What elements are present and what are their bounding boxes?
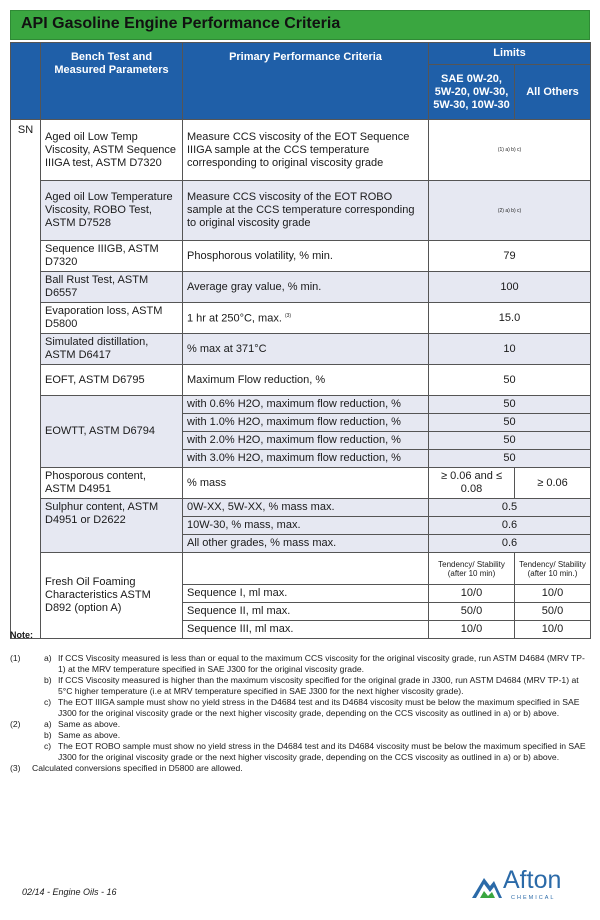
- table-row-criteria: 1 hr at 250°C, max. $^{(3)}$: [183, 303, 429, 334]
- foam-limit-a: 50/0: [429, 603, 515, 621]
- header-limits: Limits: [429, 43, 591, 65]
- sulphur-test: Sulphur content, ASTM D4951 or D2622: [41, 499, 183, 553]
- phos-limit-b: ≥ 0.06: [515, 468, 591, 499]
- table-row-test: Aged oil Low Temperature Viscosity, ROBO Test, ASTM D7528: [41, 181, 183, 241]
- foam-limit-a: 10/0: [429, 585, 515, 603]
- table-row-criteria: % max at 371°C: [183, 334, 429, 365]
- table-row-limit: 10: [429, 334, 591, 365]
- sulphur-criteria: 10W-30, % mass, max.: [183, 517, 429, 535]
- note-number: (3): [10, 763, 21, 773]
- category-sn: SN: [11, 120, 41, 639]
- sulphur-limit: 0.6: [429, 535, 591, 553]
- foam-criteria: Sequence II, ml max.: [183, 603, 429, 621]
- notes: [10, 630, 590, 774]
- note-text: Same as above.: [58, 730, 121, 740]
- table-row-limit: (2) a) b) c): [429, 181, 591, 241]
- table-row-test: EOFT, ASTM D6795: [41, 365, 183, 396]
- page-title: API Gasoline Engine Performance Criteria: [21, 15, 341, 32]
- eowtt-limit: 50: [429, 414, 591, 432]
- sulphur-limit: 0.6: [429, 517, 591, 535]
- note-1: (1) a) If CCS Viscosity measured is less than or equal to the maximum CCS viscosity for the original viscosity grade, run ASTM D4684 (MRV TP-1) at the MRV temperature specified in SAE J300 for the original viscosity grade. b) If CCS Viscosity measured is higher than the maximum viscosity specified for the original grade in J300, run ASTM D4684 (MRV TP-1) at 5°C higher temperature (i.e at MRV temperature specified in SAE J300 for the next higher viscosity grade). c) The EOT IIIGA sample must show no yield stress in the D4684 test and its D4684 viscosity must be below the maximum specified in SAE J300 for the original viscosity grade or the next higher viscosity grade, depending on the CCS viscosity as outlined in a) or b) above.: [10, 653, 585, 718]
- note-3: [10, 763, 590, 774]
- logo-subtitle: CHEMICAL: [511, 895, 556, 901]
- logo-wordmark: Afton: [503, 866, 562, 894]
- table-row-limit: 79: [429, 241, 591, 272]
- foam-header-a: Tendency/ Stability (after 10 min): [429, 553, 515, 585]
- table-row-limit: 100: [429, 272, 591, 303]
- header-criteria: Primary Performance Criteria: [183, 43, 429, 120]
- foam-limit-a: 10/0: [429, 621, 515, 639]
- table-row-limit: (1) a) b) c): [429, 120, 591, 181]
- note-text: Same as above.: [58, 719, 121, 729]
- note-text: If CCS Viscosity measured is less than or equal to the maximum CCS viscosity for the original viscosity grade, run ASTM D4684 (MRV TP-1) at the MRV temperature specified in SAE J300 for the original viscosity grade.: [58, 653, 585, 674]
- table-row-criteria: Measure CCS viscosity of the EOT ROBO sample at the CCS temperature corresponding to original viscosity grade: [183, 181, 429, 241]
- eowtt-test: EOWTT, ASTM D6794: [41, 396, 183, 468]
- note-text: The EOT IIIGA sample must show no yield stress in the D4684 test and its D4684 viscosity must be below the maximum specified in SAE J300 for the original viscosity grade or the next higher viscosity grade, depending on the CCS viscosity as outlined in a) or b) above.: [58, 697, 580, 718]
- note-number: (2): [10, 719, 21, 729]
- header-bench-test: Bench Test and Measured Parameters: [41, 43, 183, 120]
- note-number: (1): [10, 653, 21, 663]
- eowtt-criteria: with 1.0% H2O, maximum flow reduction, %: [183, 414, 429, 432]
- eowtt-criteria: with 3.0% H2O, maximum flow reduction, %: [183, 450, 429, 468]
- note-2: (2) a) Same as above. b) Same as above. c) The EOT ROBO sample must show no yield stress in the D4684 test and its D4684 viscosity must be below the maximum specified in SAE J300 for the original viscosity grade or the next higher viscosity grade, depending on the CCS viscosity as outlined in a) or b) above.: [10, 719, 586, 762]
- eowtt-criteria: with 2.0% H2O, maximum flow reduction, %: [183, 432, 429, 450]
- note-text: Calculated conversions specified in D5800 are allowed.: [32, 763, 243, 773]
- foam-test: Fresh Oil Foaming Characteristics ASTM D892 (option A): [41, 553, 183, 639]
- phos-criteria: % mass: [183, 468, 429, 499]
- note-text: The EOT ROBO sample must show no yield stress in the D4684 test and its D4684 viscosity must be below the maximum specified in SAE J300 for the original viscosity grade or the next higher viscosity grade, depending on the CCS viscosity as outlined in a) or b) above.: [58, 741, 586, 762]
- eowtt-limit: 50: [429, 450, 591, 468]
- foam-criteria: Sequence III, ml max.: [183, 621, 429, 639]
- phos-test: Phosporous content, ASTM D4951: [41, 468, 183, 499]
- table-row-test: Sequence IIIGB, ASTM D7320: [41, 241, 183, 272]
- table-row-criteria: Average gray value, % min.: [183, 272, 429, 303]
- header-blank: [11, 43, 41, 120]
- table-row-limit: 15.0: [429, 303, 591, 334]
- logo-mark-icon: [470, 872, 504, 902]
- eowtt-limit: 50: [429, 432, 591, 450]
- foam-limit-b: 50/0: [515, 603, 591, 621]
- eowtt-criteria: with 0.6% H2O, maximum flow reduction, %: [183, 396, 429, 414]
- table-row-limit: 50: [429, 365, 591, 396]
- table-row-test: Simulated distillation, ASTM D6417: [41, 334, 183, 365]
- table-row-criteria: Measure CCS viscosity of the EOT Sequence IIIGA sample at the CCS temperature corresponding to original viscosity grade: [183, 120, 429, 181]
- foam-limit-b: 10/0: [515, 621, 591, 639]
- note-text: If CCS Viscosity measured is higher than the maximum viscosity specified for the original grade in J300, run ASTM D4684 (MRV TP-1) at 5°C higher temperature (i.e at MRV temperature specified in SAE J300 for the next higher viscosity grade).: [58, 675, 579, 696]
- afton-logo: [470, 868, 590, 908]
- foam-header-b: Tendency/ Stability (after 10 min.): [515, 553, 591, 585]
- foam-criteria-blank: [183, 553, 429, 585]
- title-bar: [10, 10, 590, 40]
- table-row-criteria: Maximum Flow reduction, %: [183, 365, 429, 396]
- foam-criteria: Sequence I, ml max.: [183, 585, 429, 603]
- foam-limit-b: 10/0: [515, 585, 591, 603]
- table-row-criteria: Phosphorous volatility, % min.: [183, 241, 429, 272]
- header-limit-a: SAE 0W-20, 5W-20, 0W-30, 5W-30, 10W-30: [429, 65, 515, 120]
- eowtt-limit: 50: [429, 396, 591, 414]
- criteria-table: [10, 42, 591, 639]
- header-limit-b: All Others: [515, 65, 591, 120]
- notes-title: Note:: [10, 630, 33, 640]
- table-row-test: Evaporation loss, ASTM D5800: [41, 303, 183, 334]
- page-footer: 02/14 - Engine Oils - 16: [22, 887, 117, 897]
- table-row-test: Aged oil Low Temp Viscosity, ASTM Sequence IIIGA test, ASTM D7320: [41, 120, 183, 181]
- phos-limit-a: ≥ 0.06 and ≤ 0.08: [429, 468, 515, 499]
- sulphur-criteria: 0W-XX, 5W-XX, % mass max.: [183, 499, 429, 517]
- sulphur-limit: 0.5: [429, 499, 591, 517]
- sulphur-criteria: All other grades, % mass max.: [183, 535, 429, 553]
- table-row-test: Ball Rust Test, ASTM D6557: [41, 272, 183, 303]
